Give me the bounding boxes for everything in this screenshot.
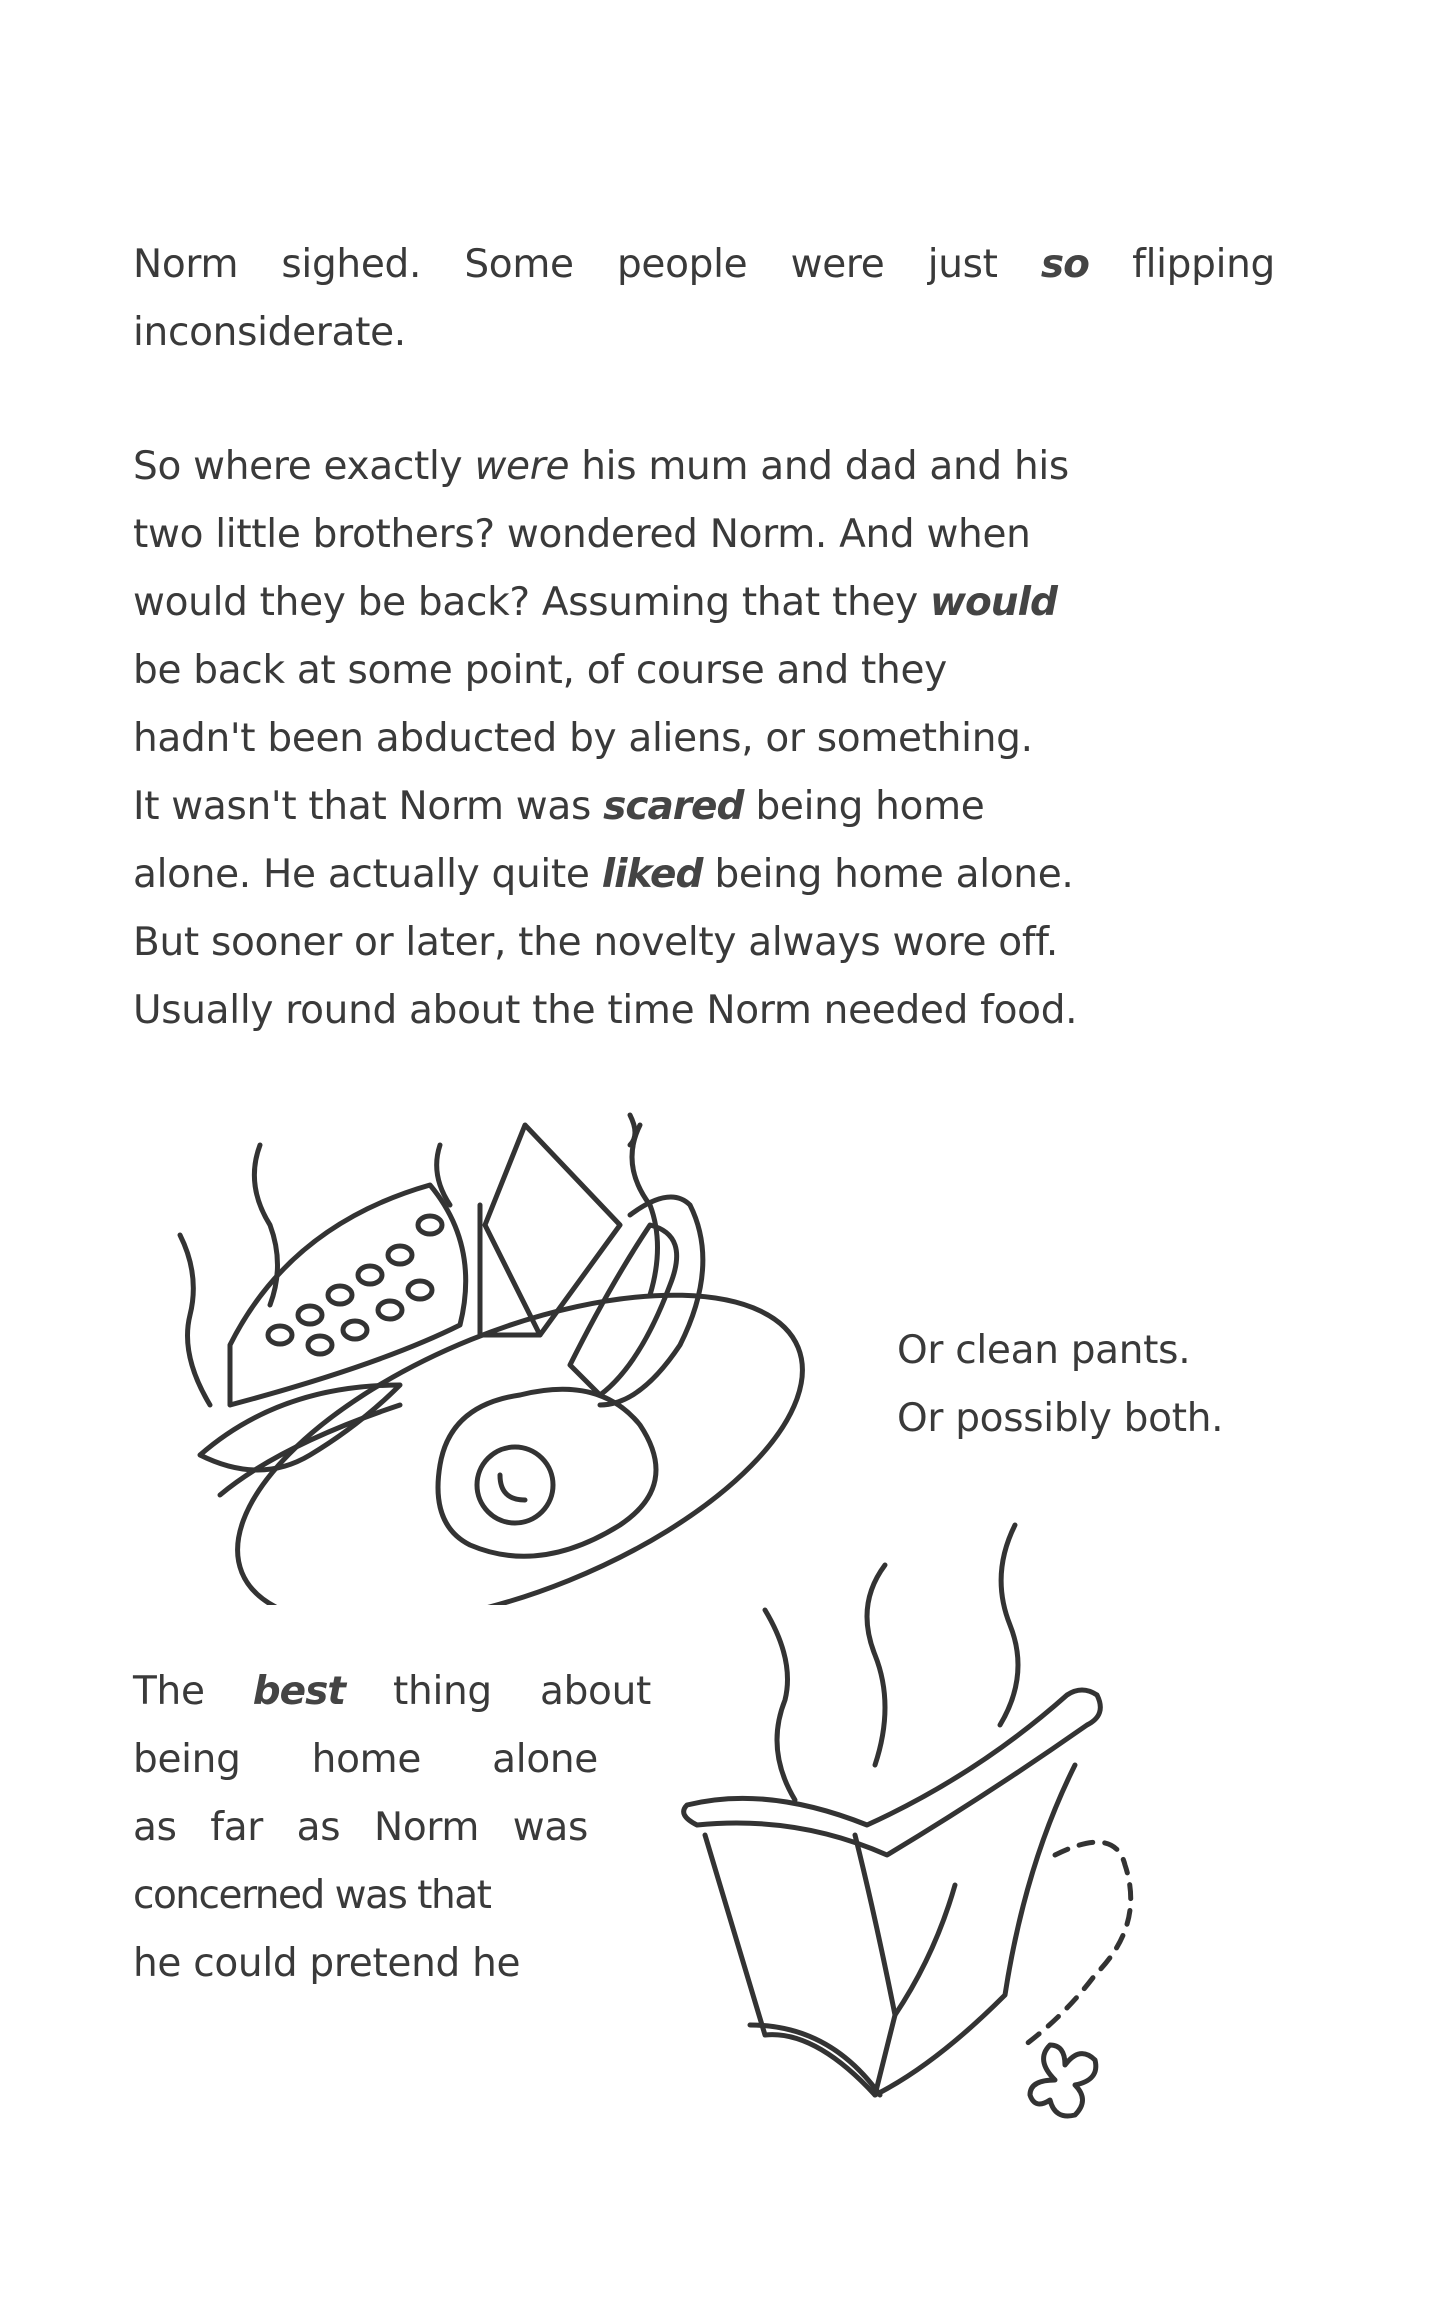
caption-line: Or possibly both. <box>897 1396 1224 1441</box>
text-line: be back at some point, of course and they <box>133 648 947 693</box>
text-line: So where exactly were his mum and dad and his <box>133 444 1069 489</box>
text-line: two little brothers? wondered Norm. And when <box>133 512 1031 557</box>
emphasis-word: liked <box>601 852 703 897</box>
text-line: concerned was that <box>133 1873 491 1918</box>
caption-line: Or clean pants. <box>897 1328 1191 1373</box>
text-line: It wasn't that Norm was scared being home <box>133 784 985 829</box>
emphasis-word: scared <box>603 784 744 829</box>
text-line: Norm sighed. Some people were just so flipping <box>133 242 1275 287</box>
smelly-pants-illustration <box>675 1515 1215 2135</box>
italic-word: were <box>474 444 570 489</box>
text-line: inconsiderate. <box>133 310 406 355</box>
text-line: as far as Norm was <box>133 1805 588 1850</box>
text-line: hadn't been abducted by aliens, or something. <box>133 716 1033 761</box>
emphasis-word: would <box>929 580 1057 625</box>
text-line: The best thing about <box>133 1669 651 1714</box>
text-line: alone. He actually quite liked being home alone. <box>133 852 1074 897</box>
text-line: he could pretend he <box>133 1941 521 1986</box>
emphasis-word: best <box>252 1669 345 1714</box>
text-line: would they be back? Assuming that they would <box>133 580 1057 625</box>
text-line: But sooner or later, the novelty always wore off. <box>133 920 1058 965</box>
text-line: being home alone <box>133 1737 598 1782</box>
text-line: Usually round about the time Norm needed food. <box>133 988 1078 1033</box>
emphasis-word: so <box>1040 242 1089 287</box>
